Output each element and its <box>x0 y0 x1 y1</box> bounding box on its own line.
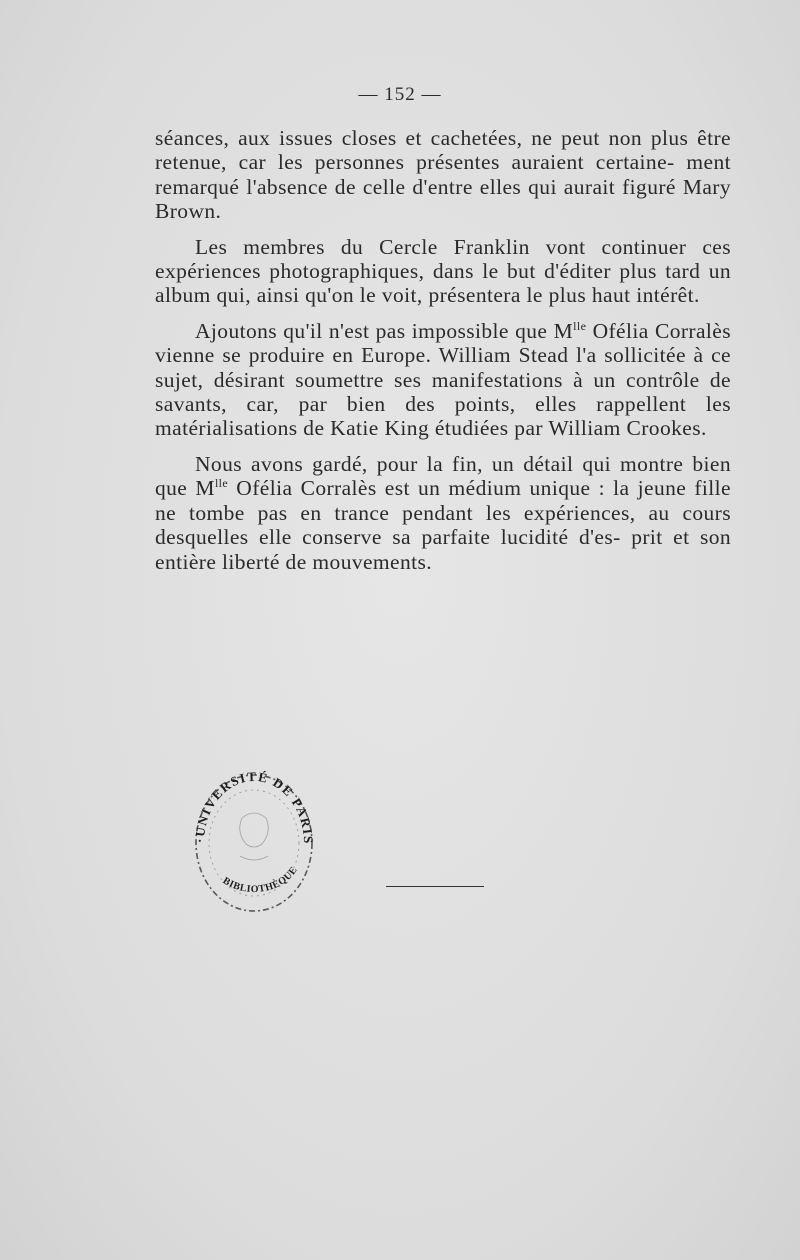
paragraph-2 <box>155 235 731 308</box>
text-line: intérêt. <box>636 283 700 308</box>
svg-text:BIBLIOTHÈQUE <box>221 865 300 895</box>
stamp-arc-text-bottom: BIBLIOTHÈQUE <box>220 864 300 896</box>
text-line: William Crookes. <box>548 416 707 441</box>
stamp-seal-icon <box>182 748 324 914</box>
stamp-arc-text-top: ·UNIVERSITÉ DE PARIS <box>191 768 317 845</box>
text-line: ment remarqué l'absence de celle d'entre elles qui aurait <box>155 150 731 199</box>
library-stamp <box>182 748 324 914</box>
paragraph-3 <box>155 319 731 441</box>
text-line: sollicitée à ce sujet, désirant soumettre ses manifestations <box>155 343 731 392</box>
text-line: prit et son entière liberté de mouvements. <box>155 525 732 574</box>
svg-text:·UNIVERSITÉ DE PARIS· <box>182 748 316 845</box>
page-number: — 152 — <box>358 84 442 105</box>
text-line: Corralès vienne se produire en Europe. William Stead l'a <box>155 318 731 368</box>
text-line: Ajoutons qu'il n'est pas impossible que M <box>195 318 574 343</box>
paragraph-1 <box>155 126 731 224</box>
text-line: Nous avons gardé, pour la fin, un détail qui montre <box>195 451 684 476</box>
body-text <box>155 126 731 585</box>
text-line: rappellent les matérialisations de Katie King étudiées par <box>155 392 731 441</box>
section-rule <box>386 886 484 887</box>
text-line: Ofélia Corralès est un médium unique : la <box>228 476 630 501</box>
text-line: Ofélia <box>586 318 649 343</box>
text-line: bien que M <box>155 451 731 501</box>
text-line: séances, aux issues closes et cachetées, ne peut non plus <box>155 126 689 150</box>
paragraph-4 <box>155 452 731 574</box>
text-line: être retenue, car les personnes présentes auraient certaine- <box>155 126 731 175</box>
superscript: lle <box>573 318 587 333</box>
superscript: lle <box>214 476 229 491</box>
text-line: expériences photographiques, dans le but d'éditer plus tard <box>155 259 701 284</box>
text-line: figuré Mary Brown. <box>155 174 732 224</box>
text-line: Les membres du Cercle Franklin vont continuer ces <box>195 234 731 259</box>
text-line: jeune fille ne tombe pas en trance pendant les expériences, <box>155 476 731 525</box>
text-line: à un contrôle de savants, car, par bien des points, elles <box>155 367 731 417</box>
text-line: au cours desquelles elle conserve sa parfaite lucidité d'es- <box>155 500 732 550</box>
text-line: un album qui, ainsi qu'on le voit, présentera le plus haut <box>155 259 731 308</box>
